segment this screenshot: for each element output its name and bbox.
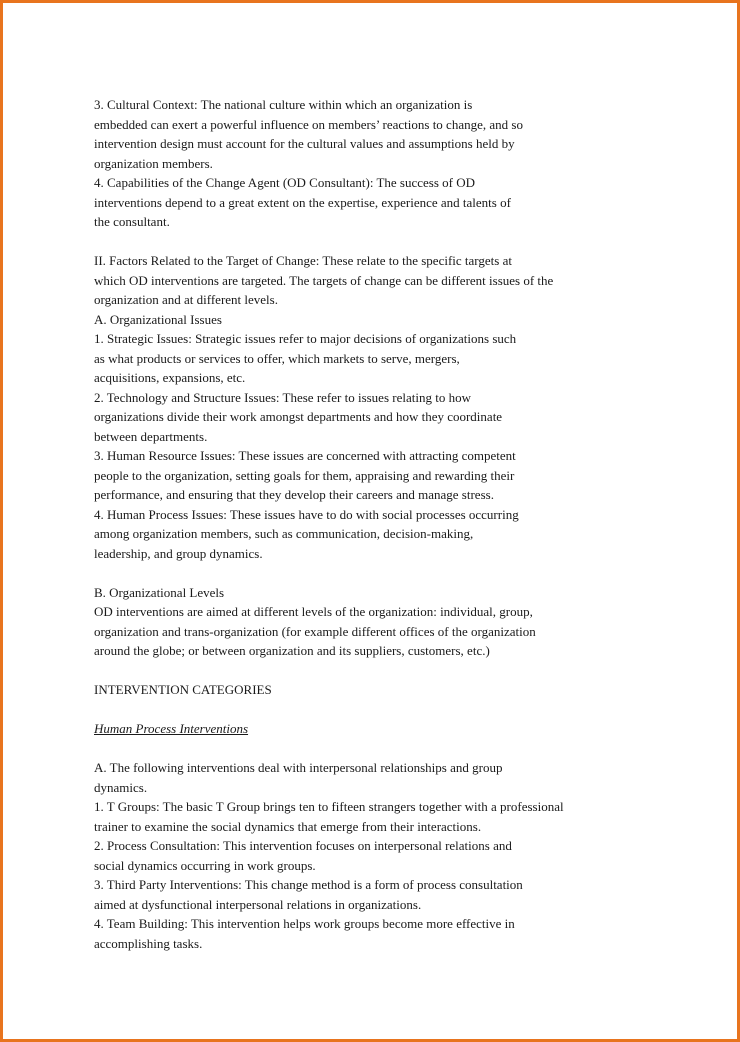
text-line: between departments. bbox=[94, 428, 208, 444]
paragraph-gap bbox=[94, 563, 654, 583]
text-line: interventions depend to a great extent on the expertise, experience and talents of bbox=[94, 194, 511, 210]
text-line: organizations divide their work amongst departments and how they coordinate bbox=[94, 409, 503, 424]
text-line: as what products or services to offer, which markets to serve, mergers, bbox=[94, 350, 460, 366]
text-line: A. The following interventions deal with interpersonal relationships and group bbox=[94, 760, 503, 775]
text-line: 4. Capabilities of the Change Agent (OD Consultant): The success of OD bbox=[94, 175, 476, 190]
text-line: aimed at dysfunctional interpersonal relations in organizations. bbox=[94, 896, 422, 912]
paragraph bbox=[94, 758, 654, 953]
text-line: 1. Strategic Issues: Strategic issues refer to major decisions of organizations such bbox=[94, 331, 517, 346]
text-line: 3. Third Party Interventions: This change method is a form of process consultation bbox=[94, 877, 523, 892]
text-line bbox=[94, 719, 654, 739]
text-line: dynamics. bbox=[94, 779, 148, 795]
text-line: organization members. bbox=[94, 155, 213, 171]
paragraph bbox=[94, 251, 654, 563]
text-line: 1. T Groups: The basic T Group brings ten to fifteen strangers together with a professional bbox=[94, 799, 564, 814]
text-line: organization and trans-organization (for example different offices of the organization bbox=[94, 623, 536, 639]
text-line: which OD interventions are targeted. The targets of change can be different issues of the bbox=[94, 272, 554, 288]
text-line: embedded can exert a powerful influence on members’ reactions to change, and so bbox=[94, 116, 523, 132]
text-line: acquisitions, expansions, etc. bbox=[94, 370, 246, 385]
text-line: 4. Human Process Issues: These issues have to do with social processes occurring bbox=[94, 506, 519, 522]
text-line: leadership, and group dynamics. bbox=[94, 545, 263, 561]
text-line: people to the organization, setting goals for them, appraising and rewarding their bbox=[94, 467, 515, 483]
text-line: 3. Human Resource Issues: These issues are concerned with attracting competent bbox=[94, 448, 516, 463]
paragraph bbox=[94, 680, 654, 700]
text-line: 3. Cultural Context: The national culture within which an organization is bbox=[94, 97, 473, 112]
text-line: around the globe; or between organization and its suppliers, customers, etc.) bbox=[94, 643, 490, 658]
text-line: trainer to examine the social dynamics that emerge from their interactions. bbox=[94, 818, 482, 834]
text-line: 2. Technology and Structure Issues: These refer to issues relating to how bbox=[94, 389, 471, 405]
text-line: among organization members, such as communication, decision-making, bbox=[94, 526, 474, 541]
text-line: A. Organizational Issues bbox=[94, 311, 222, 327]
section-heading bbox=[94, 719, 654, 739]
text-line: performance, and ensuring that they develop their careers and manage stress. bbox=[94, 487, 494, 502]
text-line: 4. Team Building: This intervention helps work groups become more effective in bbox=[94, 916, 515, 931]
text-line: organization and at different levels. bbox=[94, 292, 278, 307]
paragraph bbox=[94, 583, 654, 661]
heading-text: Human Process Interventions bbox=[94, 721, 249, 736]
text-line: INTERVENTION CATEGORIES bbox=[94, 682, 272, 697]
text-line: B. Organizational Levels bbox=[94, 584, 225, 600]
paragraph-gap bbox=[94, 661, 654, 681]
text-line: intervention design must account for the cultural values and assumptions held by bbox=[94, 136, 515, 151]
text-line: OD interventions are aimed at different levels of the organization: individual, group, bbox=[94, 604, 533, 619]
paragraph-gap bbox=[94, 700, 654, 720]
text-line: the consultant. bbox=[94, 214, 170, 229]
text-line: social dynamics occurring in work groups. bbox=[94, 857, 316, 873]
text-line: 2. Process Consultation: This intervention focuses on interpersonal relations and bbox=[94, 838, 512, 853]
paragraph-gap bbox=[94, 739, 654, 759]
paragraph bbox=[94, 95, 654, 232]
text-line: II. Factors Related to the Target of Change: These relate to the specific targets at bbox=[94, 253, 512, 268]
paragraph-gap bbox=[94, 232, 654, 252]
text-line: accomplishing tasks. bbox=[94, 935, 203, 951]
document-page bbox=[94, 95, 654, 953]
